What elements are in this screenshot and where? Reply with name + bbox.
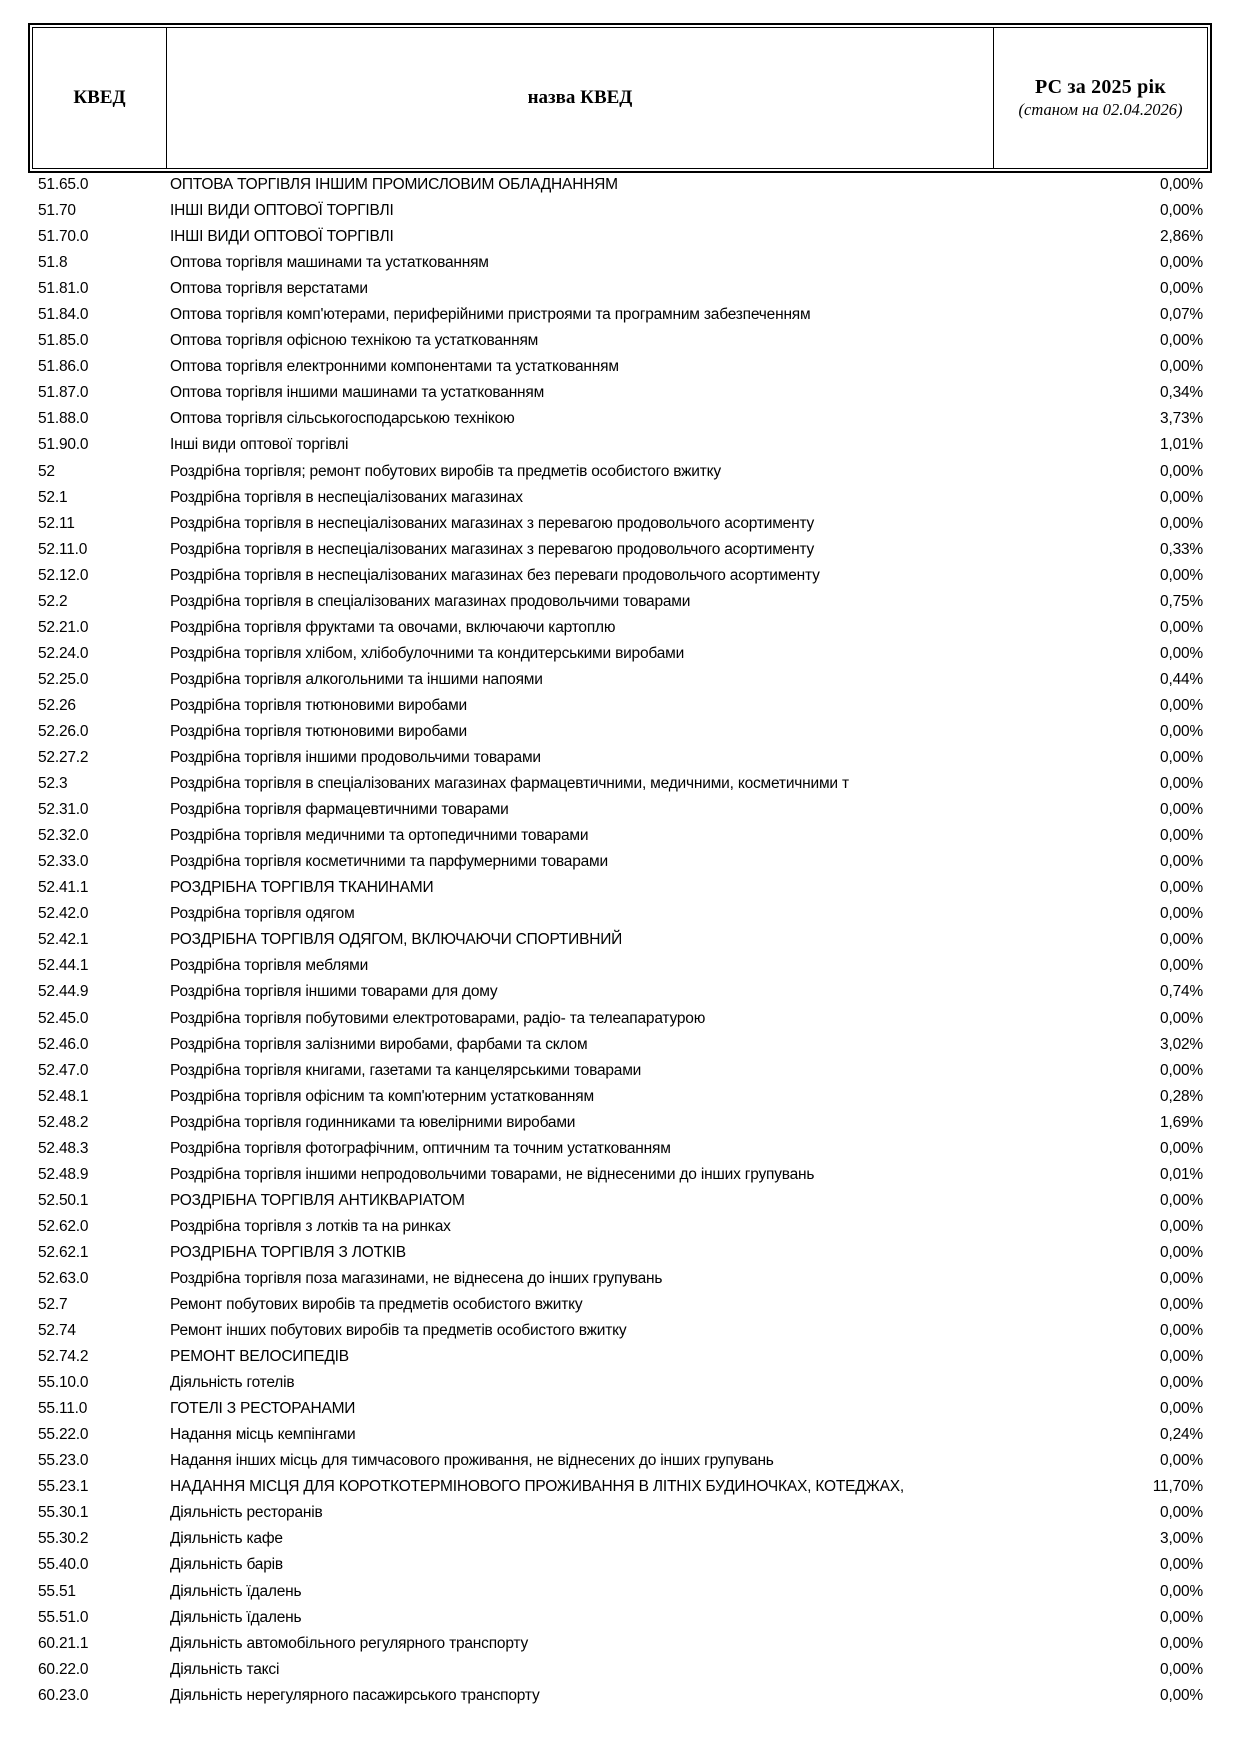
kved-percent: 0,00% xyxy=(1160,775,1203,793)
kved-code: 51.84.0 xyxy=(38,306,89,324)
table-row xyxy=(0,693,1240,719)
table-row xyxy=(0,615,1240,641)
kved-name: Ремонт інших побутових виробів та предметів особистого вжитку xyxy=(170,1322,627,1340)
kved-name: Діяльність їдалень xyxy=(170,1608,302,1626)
kved-percent: 0,00% xyxy=(1160,1348,1203,1366)
kved-percent: 0,00% xyxy=(1160,202,1203,220)
kved-name: Роздрібна торгівля книгами, газетами та канцелярськими товарами xyxy=(170,1061,642,1079)
kved-percent: 0,00% xyxy=(1160,801,1203,819)
kved-percent: 0,00% xyxy=(1160,462,1203,480)
kved-name: ОПТОВА ТОРГІВЛЯ ІНШИМ ПРОМИСЛОВИМ ОБЛАДНАННЯМ xyxy=(170,176,618,193)
kved-code: 52.12.0 xyxy=(38,566,89,584)
kved-percent: 3,00% xyxy=(1160,1530,1203,1548)
kved-percent: 0,00% xyxy=(1160,1374,1203,1392)
kved-percent: 0,00% xyxy=(1160,618,1203,636)
kved-code: 52.42.0 xyxy=(38,905,89,923)
kved-percent: 0,00% xyxy=(1160,1582,1203,1600)
kved-name: Оптова торгівля сільськогосподарською технікою xyxy=(170,410,515,428)
table-row xyxy=(0,459,1240,485)
kved-code: 52.24.0 xyxy=(38,644,89,662)
kved-name: ІНШІ ВИДИ ОПТОВОЇ ТОРГІВЛІ xyxy=(170,228,394,246)
table-row xyxy=(0,1344,1240,1370)
kved-code: 51.87.0 xyxy=(38,384,89,402)
table-row xyxy=(0,1631,1240,1657)
kved-code: 52.33.0 xyxy=(38,853,89,871)
kved-code: 55.40.0 xyxy=(38,1556,89,1574)
kved-code: 55.22.0 xyxy=(38,1426,89,1444)
kved-name: Роздрібна торгівля поза магазинами, не віднесена до інших групувань xyxy=(170,1269,663,1287)
kved-percent: 0,00% xyxy=(1160,488,1203,506)
table-row xyxy=(0,406,1240,432)
kved-code: 52.74 xyxy=(38,1322,76,1340)
table-row xyxy=(0,1136,1240,1162)
kved-percent: 0,00% xyxy=(1160,176,1203,193)
kved-percent: 0,00% xyxy=(1160,1243,1203,1261)
kved-name: Інші види оптової торгівлі xyxy=(170,436,349,454)
table-row xyxy=(0,1396,1240,1422)
kved-code: 55.11.0 xyxy=(38,1400,88,1418)
kved-percent: 3,02% xyxy=(1160,1035,1203,1053)
kved-name: Роздрібна торгівля побутовими електротоварами, радіо- та телеапаратурою xyxy=(170,1009,706,1027)
table-row xyxy=(0,1084,1240,1110)
kved-name: Оптова торгівля офісною технікою та устаткованням xyxy=(170,332,539,350)
kved-percent: 0,00% xyxy=(1160,1556,1203,1574)
kved-code: 52.74.2 xyxy=(38,1348,89,1366)
kved-name: Роздрібна торгівля в неспеціалізованих магазинах з перевагою продовольчого асортименту xyxy=(170,514,815,532)
kved-code: 52.32.0 xyxy=(38,827,89,845)
kved-code: 55.30.1 xyxy=(38,1504,89,1522)
table-row xyxy=(0,1422,1240,1448)
kved-percent: 0,00% xyxy=(1160,1660,1203,1678)
kved-code: 55.10.0 xyxy=(38,1374,89,1392)
table-row xyxy=(0,1370,1240,1396)
kved-percent: 2,86% xyxy=(1160,228,1203,246)
table-row xyxy=(0,1032,1240,1058)
table-row xyxy=(0,328,1240,354)
kved-percent: 0,00% xyxy=(1160,1061,1203,1079)
table-row xyxy=(0,1110,1240,1136)
table-row xyxy=(0,1214,1240,1240)
table-row xyxy=(0,1683,1240,1709)
rs-as-of-date: (станом на 02.04.2026) xyxy=(1018,100,1183,120)
kved-name: Роздрібна торгівля тютюновими виробами xyxy=(170,722,468,740)
kved-percent: 0,00% xyxy=(1160,1686,1203,1704)
table-row xyxy=(0,1448,1240,1474)
kved-name: ІНШІ ВИДИ ОПТОВОЇ ТОРГІВЛІ xyxy=(170,202,394,220)
kved-name: Оптова торгівля електронними компонентами та устаткованням xyxy=(170,358,619,376)
kved-name: Роздрібна торгівля залізними виробами, фарбами та склом xyxy=(170,1035,588,1053)
kved-name: Роздрібна торгівля офісним та комп'ютерним устаткованням xyxy=(170,1087,594,1105)
table-row xyxy=(0,901,1240,927)
kved-name: Діяльність їдалень xyxy=(170,1582,302,1600)
rs-year-title: РС за 2025 рік xyxy=(1035,76,1166,99)
kved-percent: 0,00% xyxy=(1160,905,1203,923)
table-row xyxy=(0,432,1240,458)
kved-name: Діяльність нерегулярного пасажирського транспорту xyxy=(170,1686,540,1704)
kved-percent: 0,00% xyxy=(1160,254,1203,272)
table-row xyxy=(0,589,1240,615)
kved-percent: 0,74% xyxy=(1160,983,1203,1001)
kved-percent: 0,33% xyxy=(1160,540,1203,558)
table-row xyxy=(0,745,1240,771)
table-row xyxy=(0,979,1240,1005)
kved-percent: 0,34% xyxy=(1160,384,1203,402)
table-row xyxy=(0,537,1240,563)
kved-code: 60.22.0 xyxy=(38,1660,89,1678)
kved-code: 51.70 xyxy=(38,202,76,220)
kved-code: 52.62.1 xyxy=(38,1243,89,1261)
kved-percent: 1,01% xyxy=(1160,436,1203,454)
kved-name: Надання інших місць для тимчасового проживання, не віднесених до інших групувань xyxy=(170,1452,774,1470)
table-row xyxy=(0,823,1240,849)
kved-percent: 0,00% xyxy=(1160,1322,1203,1340)
kved-percent: 0,00% xyxy=(1160,749,1203,767)
kved-code: 52.26.0 xyxy=(38,722,89,740)
kved-code: 52.46.0 xyxy=(38,1035,89,1053)
kved-code: 52.11 xyxy=(38,514,75,532)
table-row xyxy=(0,1266,1240,1292)
kved-percent: 0,44% xyxy=(1160,670,1203,688)
kved-name: Оптова торгівля іншими машинами та устаткованням xyxy=(170,384,545,402)
kved-code: 52.62.0 xyxy=(38,1217,89,1235)
kved-table-body xyxy=(0,172,1240,1709)
kved-percent: 0,00% xyxy=(1160,722,1203,740)
kved-percent: 0,00% xyxy=(1160,1217,1203,1235)
table-row xyxy=(0,380,1240,406)
table-row xyxy=(0,1474,1240,1500)
kved-name: РОЗДРІБНА ТОРГІВЛЯ ТКАНИНАМИ xyxy=(170,879,434,897)
kved-percent: 0,00% xyxy=(1160,514,1203,532)
kved-code: 52.7 xyxy=(38,1296,68,1314)
kved-percent: 0,00% xyxy=(1160,1296,1203,1314)
table-row xyxy=(0,641,1240,667)
kved-name: Роздрібна торгівля іншими товарами для дому xyxy=(170,983,498,1001)
kved-code: 52.48.9 xyxy=(38,1165,89,1183)
table-row xyxy=(0,354,1240,380)
kved-percent: 0,07% xyxy=(1160,306,1203,324)
table-row xyxy=(0,797,1240,823)
kved-percent: 0,00% xyxy=(1160,644,1203,662)
kved-percent: 0,00% xyxy=(1160,827,1203,845)
kved-name: РЕМОНТ ВЕЛОСИПЕДІВ xyxy=(170,1348,349,1366)
table-row xyxy=(0,198,1240,224)
table-row xyxy=(0,485,1240,511)
kved-name: Роздрібна торгівля меблями xyxy=(170,957,369,975)
table-header-box xyxy=(28,23,1212,173)
kved-name: Діяльність кафе xyxy=(170,1530,283,1548)
table-row xyxy=(0,1318,1240,1344)
kved-code: 51.85.0 xyxy=(38,332,89,350)
kved-code: 60.23.0 xyxy=(38,1686,89,1704)
kved-code: 51.88.0 xyxy=(38,410,89,428)
kved-percent: 1,69% xyxy=(1160,1113,1203,1131)
kved-percent: 0,00% xyxy=(1160,566,1203,584)
kved-code: 52 xyxy=(38,462,55,480)
kved-code: 52.1 xyxy=(38,488,68,506)
table-row xyxy=(0,1605,1240,1631)
kved-name: Оптова торгівля верстатами xyxy=(170,280,368,298)
kved-code: 52.41.1 xyxy=(38,879,89,897)
kved-code: 60.21.1 xyxy=(38,1634,89,1652)
kved-code: 52.3 xyxy=(38,775,68,793)
table-row xyxy=(0,1579,1240,1605)
column-header-rs xyxy=(994,28,1207,168)
kved-percent: 0,01% xyxy=(1160,1165,1203,1183)
column-header-name: назва КВЕД xyxy=(167,28,994,168)
kved-percent: 0,00% xyxy=(1160,332,1203,350)
table-row xyxy=(0,172,1240,198)
kved-code: 51.81.0 xyxy=(38,280,89,298)
kved-name: Роздрібна торгівля хлібом, хлібобулочними та кондитерськими виробами xyxy=(170,644,685,662)
kved-name: Роздрібна торгівля одягом xyxy=(170,905,355,923)
kved-code: 52.2 xyxy=(38,592,68,610)
table-row xyxy=(0,1526,1240,1552)
kved-percent: 0,00% xyxy=(1160,957,1203,975)
kved-percent: 0,00% xyxy=(1160,1452,1203,1470)
kved-code: 55.51 xyxy=(38,1582,76,1600)
kved-code: 51.70.0 xyxy=(38,228,89,246)
kved-name: Роздрібна торгівля в неспеціалізованих магазинах з перевагою продовольчого асортименту xyxy=(170,540,815,558)
table-row xyxy=(0,1006,1240,1032)
kved-code: 52.26 xyxy=(38,696,76,714)
kved-name: РОЗДРІБНА ТОРГІВЛЯ ОДЯГОМ, ВКЛЮЧАЮЧИ СПОРТИВНИЙ xyxy=(170,931,623,949)
kved-code: 55.51.0 xyxy=(38,1608,89,1626)
table-row xyxy=(0,1292,1240,1318)
kved-name: Роздрібна торгівля тютюновими виробами xyxy=(170,696,468,714)
kved-code: 55.23.1 xyxy=(38,1478,89,1496)
kved-code: 52.31.0 xyxy=(38,801,89,819)
kved-code: 51.8 xyxy=(38,254,68,272)
kved-name: Роздрібна торгівля в спеціалізованих магазинах фармацевтичними, медичними, косметичними т xyxy=(170,775,849,793)
kved-code: 52.44.9 xyxy=(38,983,89,1001)
kved-code: 52.50.1 xyxy=(38,1191,89,1209)
kved-name: Діяльність барів xyxy=(170,1556,283,1574)
table-row xyxy=(0,1240,1240,1266)
kved-name: Роздрібна торгівля в спеціалізованих магазинах продовольчими товарами xyxy=(170,592,691,610)
kved-name: Діяльність ресторанів xyxy=(170,1504,323,1522)
kved-name: Діяльність автомобільного регулярного транспорту xyxy=(170,1634,529,1652)
table-row xyxy=(0,276,1240,302)
table-row xyxy=(0,224,1240,250)
kved-name: Роздрібна торгівля іншими продовольчими товарами xyxy=(170,749,541,767)
table-row xyxy=(0,1188,1240,1214)
kved-code: 55.23.0 xyxy=(38,1452,89,1470)
kved-code: 52.47.0 xyxy=(38,1061,89,1079)
table-row xyxy=(0,1552,1240,1578)
kved-name: Роздрібна торгівля в неспеціалізованих магазинах xyxy=(170,488,523,506)
kved-name: Ремонт побутових виробів та предметів особистого вжитку xyxy=(170,1296,583,1314)
kved-percent: 0,00% xyxy=(1160,853,1203,871)
column-header-kved: КВЕД xyxy=(33,28,167,168)
table-row xyxy=(0,1058,1240,1084)
table-row xyxy=(0,875,1240,901)
kved-name: Роздрібна торгівля фотографічним, оптичним та точним устаткованням xyxy=(170,1139,671,1157)
kved-code: 52.45.0 xyxy=(38,1009,89,1027)
kved-code: 52.11.0 xyxy=(38,540,88,558)
kved-name: РОЗДРІБНА ТОРГІВЛЯ З ЛОТКІВ xyxy=(170,1243,406,1261)
kved-percent: 0,00% xyxy=(1160,696,1203,714)
table-row xyxy=(0,719,1240,745)
kved-percent: 0,00% xyxy=(1160,931,1203,949)
kved-percent: 0,00% xyxy=(1160,1139,1203,1157)
kved-percent: 0,00% xyxy=(1160,1504,1203,1522)
kved-percent: 0,00% xyxy=(1160,1634,1203,1652)
kved-code: 52.42.1 xyxy=(38,931,89,949)
kved-code: 51.90.0 xyxy=(38,436,89,454)
kved-percent: 0,28% xyxy=(1160,1087,1203,1105)
kved-name: Роздрібна торгівля; ремонт побутових виробів та предметів особистого вжитку xyxy=(170,462,721,480)
kved-name: Роздрібна торгівля медичними та ортопедичними товарами xyxy=(170,827,589,845)
kved-percent: 0,00% xyxy=(1160,1608,1203,1626)
kved-percent: 0,00% xyxy=(1160,1009,1203,1027)
kved-percent: 0,75% xyxy=(1160,592,1203,610)
table-row xyxy=(0,1162,1240,1188)
kved-code: 52.63.0 xyxy=(38,1269,89,1287)
kved-name: Роздрібна торгівля іншими непродовольчими товарами, не віднесеними до інших групувань xyxy=(170,1165,815,1183)
kved-percent: 0,00% xyxy=(1160,1191,1203,1209)
kved-name: Діяльність таксі xyxy=(170,1660,280,1678)
table-row xyxy=(0,511,1240,537)
table-header-row xyxy=(32,27,1208,169)
kved-name: Роздрібна торгівля годинниками та ювелірними виробами xyxy=(170,1113,576,1131)
kved-code: 52.21.0 xyxy=(38,618,89,636)
kved-name: Роздрібна торгівля з лотків та на ринках xyxy=(170,1217,451,1235)
kved-code: 52.48.1 xyxy=(38,1087,89,1105)
kved-name: Роздрібна торгівля косметичними та парфумерними товарами xyxy=(170,853,608,871)
table-row xyxy=(0,667,1240,693)
kved-code: 51.65.0 xyxy=(38,176,89,193)
kved-code: 52.27.2 xyxy=(38,749,89,767)
kved-percent: 0,00% xyxy=(1160,358,1203,376)
table-row xyxy=(0,302,1240,328)
table-row xyxy=(0,927,1240,953)
kved-code: 52.48.3 xyxy=(38,1139,89,1157)
kved-percent: 0,00% xyxy=(1160,879,1203,897)
kved-percent: 0,24% xyxy=(1160,1426,1203,1444)
kved-percent: 0,00% xyxy=(1160,1400,1203,1418)
table-row xyxy=(0,250,1240,276)
table-row xyxy=(0,1500,1240,1526)
kved-code: 52.25.0 xyxy=(38,670,89,688)
table-row xyxy=(0,849,1240,875)
table-row xyxy=(0,953,1240,979)
table-row xyxy=(0,563,1240,589)
table-row xyxy=(0,1657,1240,1683)
kved-code: 52.44.1 xyxy=(38,957,89,975)
kved-name: Роздрібна торгівля фруктами та овочами, включаючи картоплю xyxy=(170,618,616,636)
kved-name: Роздрібна торгівля фармацевтичними товарами xyxy=(170,801,509,819)
kved-name: РОЗДРІБНА ТОРГІВЛЯ АНТИКВАРІАТОМ xyxy=(170,1191,465,1209)
kved-name: НАДАННЯ МІСЦЯ ДЛЯ КОРОТКОТЕРМІНОВОГО ПРОЖИВАННЯ В ЛІТНІХ БУДИНОЧКАХ, КОТЕДЖАХ, xyxy=(170,1478,905,1496)
kved-name: Роздрібна торгівля в неспеціалізованих магазинах без переваги продовольчого асортименту xyxy=(170,566,820,584)
kved-code: 52.48.2 xyxy=(38,1113,89,1131)
kved-name: Діяльність готелів xyxy=(170,1374,295,1392)
kved-name: Роздрібна торгівля алкогольними та іншими напоями xyxy=(170,670,543,688)
kved-percent: 0,00% xyxy=(1160,280,1203,298)
kved-name: Оптова торгівля машинами та устаткованням xyxy=(170,254,489,272)
kved-percent: 11,70% xyxy=(1152,1478,1203,1496)
kved-code: 51.86.0 xyxy=(38,358,89,376)
kved-percent: 0,00% xyxy=(1160,1269,1203,1287)
kved-percent: 3,73% xyxy=(1160,410,1203,428)
kved-name: ГОТЕЛІ З РЕСТОРАНАМИ xyxy=(170,1400,356,1418)
table-row xyxy=(0,771,1240,797)
kved-name: Надання місць кемпінгами xyxy=(170,1426,356,1444)
kved-name: Оптова торгівля комп'ютерами, периферійними пристроями та програмним забезпеченням xyxy=(170,306,811,324)
kved-code: 55.30.2 xyxy=(38,1530,89,1548)
